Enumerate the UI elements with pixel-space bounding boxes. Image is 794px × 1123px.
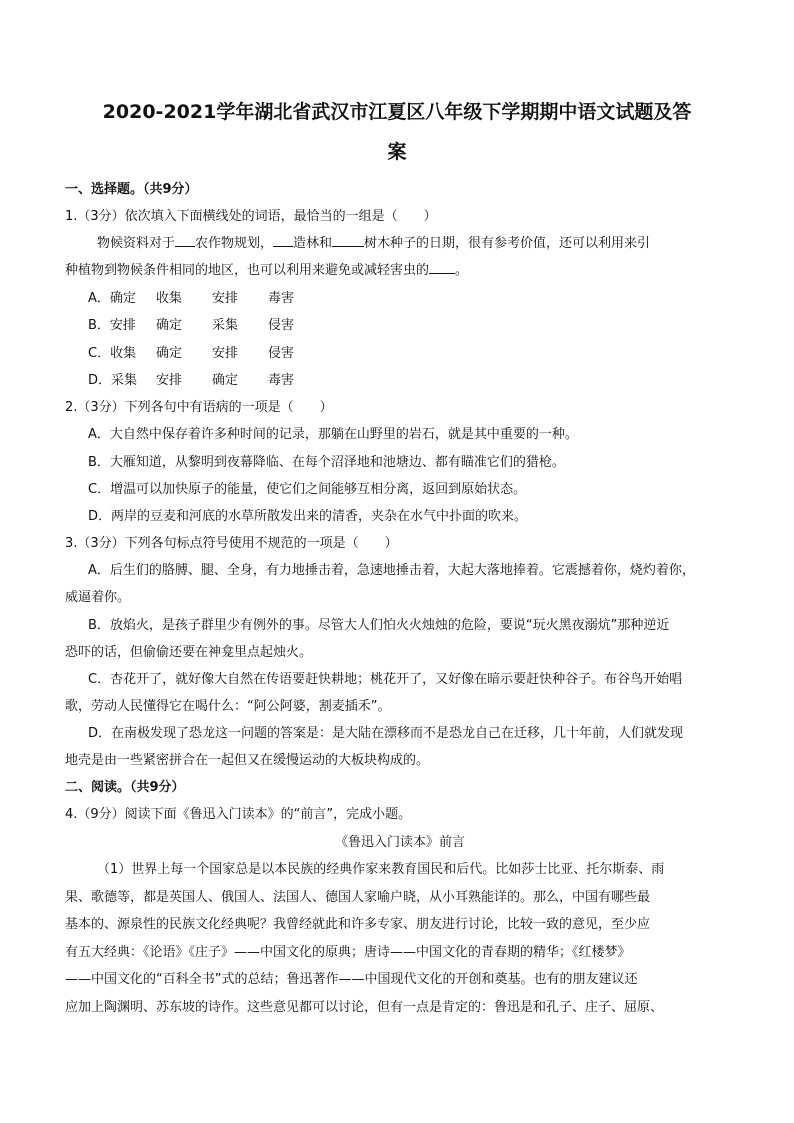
question-2-option-a: A．大自然中保存着许多种时间的记录，那躺在山野里的岩石，就是其中重要的一种。 [88,427,578,442]
section-heading-2: 二、阅读。（共9分） [65,780,185,795]
passage-line-5: ——中国文化的“百科全书”式的总结；鲁迅著作——中国现代文化的开创和奠基。也有的朋友建议还 [65,972,638,987]
question-3-stem: 3.（3分）下列各句标点符号使用不规范的一项是（ ） [65,536,398,551]
question-1-option-d: D．采集 安排 确定 毒害 [88,373,295,388]
passage-line-2: 果、歌德等，都是英国人、俄国人、法国人、德国人家喻户晓，从小耳熟能详的。那么，中国有哪些最 [65,890,651,905]
passage-line-6: 应加上陶渊明、苏东坡的诗作。这些意见都可以讨论，但有一点是肯定的：鲁迅是和孔子、庄子、屈原、 [65,1000,664,1015]
question-2-option-d: D．两岸的豆麦和河底的水草所散发出来的清香，夹杂在水气中扑面的吹来。 [88,509,528,524]
section-heading-1: 一、选择题。（共9分） [65,182,198,197]
passage-line-4: 有五大经典：《论语》《庄子》——中国文化的原典；唐诗——中国文化的青春期的精华；《红楼梦》 [65,945,631,960]
question-2-option-c: C．增温可以加快原子的能量，使它们之间能够互相分离，返回到原始状态。 [88,482,527,497]
question-1-passage-line-1: 物候资料对于 农作物规划， 造林和 树木种子的日期，很有参考价值，还可以利用来引 [97,236,651,251]
passage-line-3: 基本的、源泉性的民族文化经典呢？我曾经就此和许多专家、朋友进行讨论，比较一致的意见，至少应 [65,917,651,932]
question-2-stem: 2.（3分）下列各句中有语病的一项是（ ） [65,400,333,415]
question-1-stem: 1.（3分）依次填入下面横线处的词语，最恰当的一组是（ ） [65,209,437,224]
question-3-option-c-line-1: C．杏花开了，就好像大自然在传语要赶快耕地；桃花开了，又好像在暗示要赶快种谷子。布谷鸟开始唱 [88,672,683,687]
question-3-option-c-line-2: 歌，劳动人民懂得它在喝什么：“阿公阿婆，割麦插禾”。 [65,699,391,714]
question-1-passage-line-2: 种植物到物候条件相同的地区，也可以利用来避免或减轻害虫的 。 [65,263,469,278]
question-3-option-d-line-2: 地壳是由一些紧密拼合在一起但又在缓慢运动的大板块构成的。 [65,753,430,768]
title-line-1: 2020-2021学年湖北省武汉市江夏区八年级下学期期中语文试题及答 [102,101,692,123]
question-1-option-b: B．安排 确定 采集 侵害 [88,318,295,333]
question-1-option-a: A．确定 收集 安排 毒害 [88,291,295,306]
question-3-option-a-line-1: A．后生们的胳膊、腿、全身，有力地捶击着，急速地捶击着，大起大落地捧着。它震撼着你，烧灼着你， [88,563,695,578]
document-title [60,92,734,172]
question-2-option-b: B．大雁知道，从黎明到夜幕降临、在每个沼泽地和池塘边、都有瞄准它们的猎枪。 [88,455,565,470]
question-3-option-a-line-2: 威逼着你。 [65,590,131,605]
question-3-option-d-line-1: D．在南极发现了恐龙这一问题的答案是：是大陆在漂移而不是恐龙自己在迁移，几十年前，人们就发现 [88,726,684,741]
question-1-option-c: C．收集 确定 安排 侵害 [88,346,295,361]
passage-line-1: （1）世界上每一个国家总是以本民族的经典作家来教育国民和后代。比如莎士比亚、托尔斯泰、雨 [97,862,665,877]
passage-subtitle: 《鲁迅入门读本》前言 [334,835,465,850]
question-3-option-b-line-1: B．放焰火，是孩子群里少有例外的事。尽管大人们怕火火烛烛的危险，要说“玩火黑夜溺炕”那种逆近 [88,618,670,633]
title-line-2: 案 [387,141,407,163]
question-4-stem: 4.（9分）阅读下面《鲁迅入门读本》的“前言”，完成小题。 [65,807,412,822]
question-3-option-b-line-2: 恐吓的话，但偷偷还要在神龛里点起烛火。 [65,645,313,660]
